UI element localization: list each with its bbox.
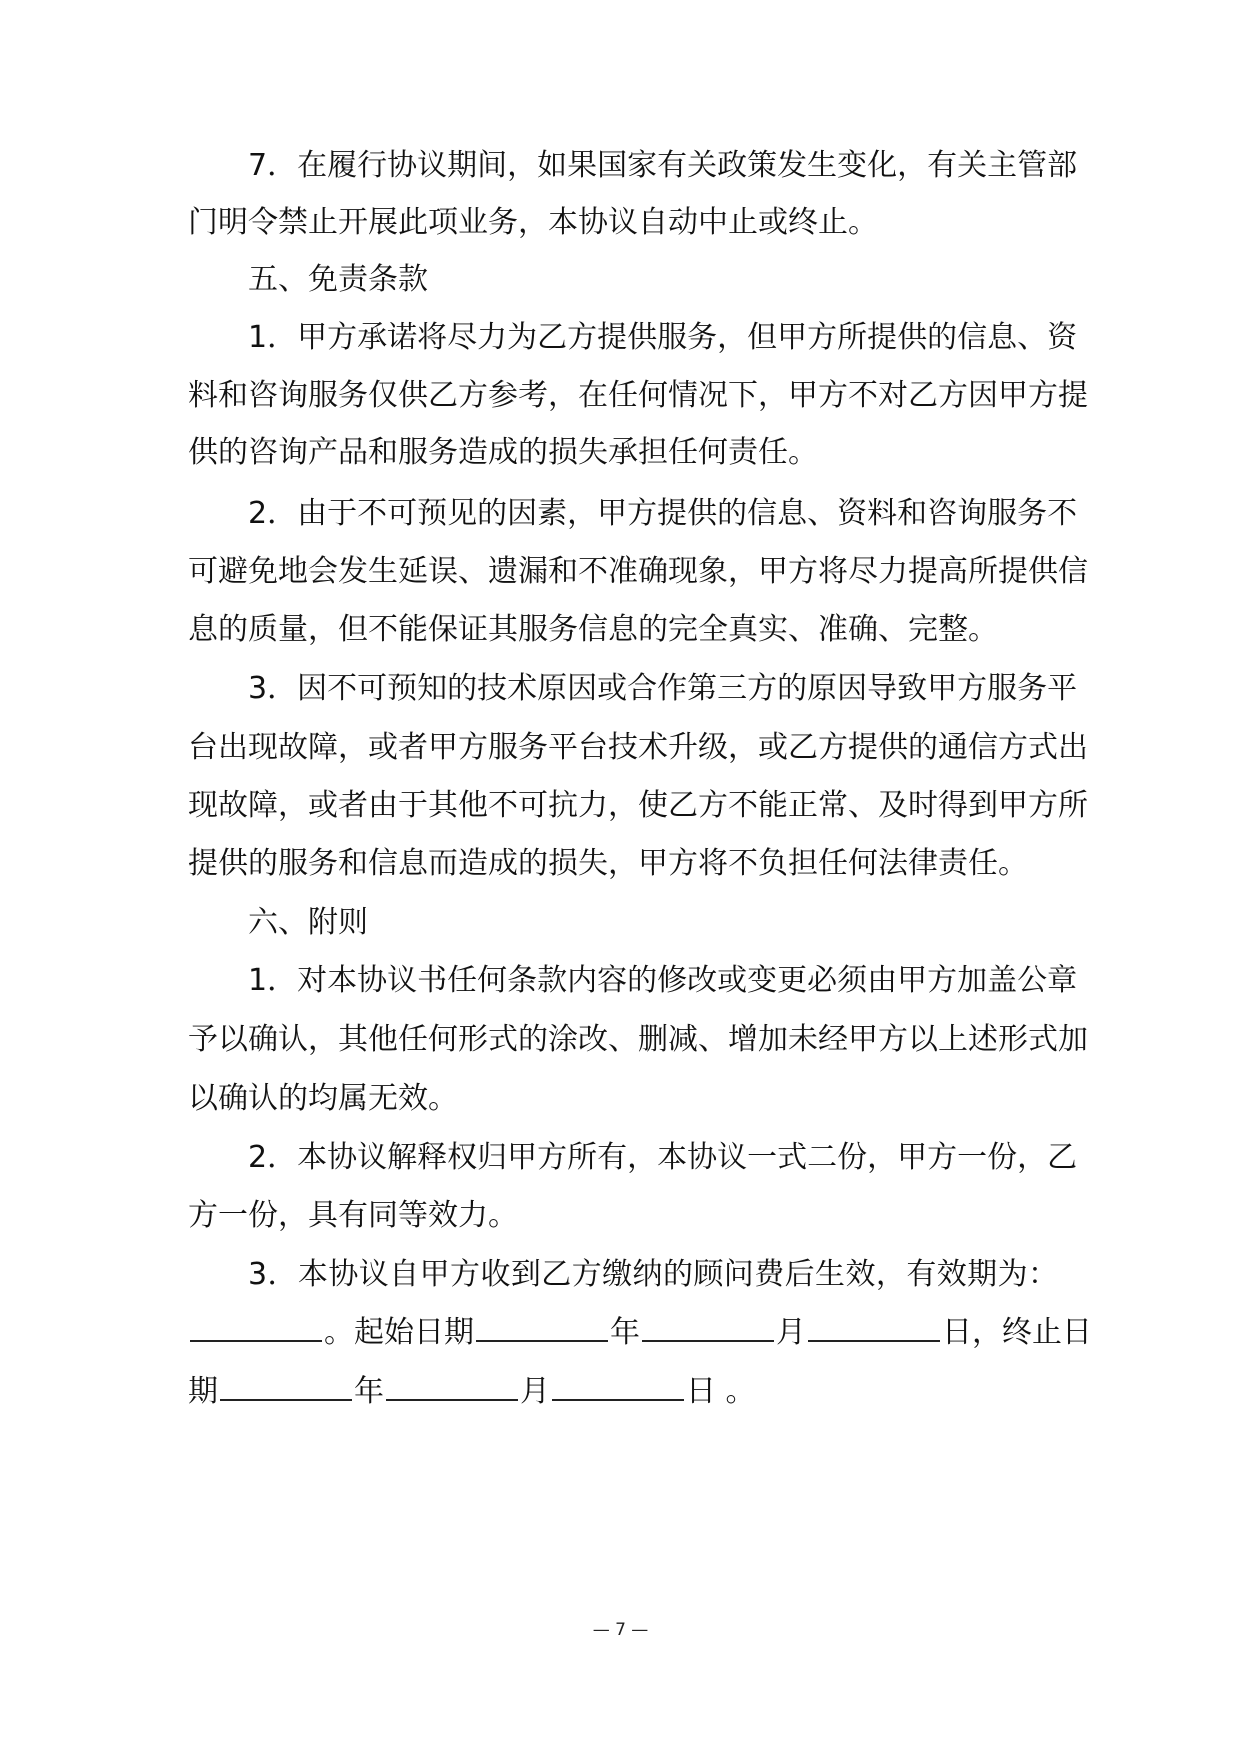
end-date-label: 日，终止日: [942, 1315, 1092, 1350]
disclaimer-2-line-3: 息的质量，但不能保证其服务信息的完全真实、准确、完整。: [188, 612, 998, 647]
disclaimer-3-line-4: 提供的服务和信息而造成的损失，甲方将不负担任何法律责任。: [188, 846, 1028, 881]
start-day-blank[interactable]: [808, 1304, 940, 1342]
section-heading-disclaimer: 五、免责条款: [248, 262, 428, 297]
section-heading-supplementary: 六、附则: [248, 905, 368, 940]
disclaimer-1-line-1: 1．甲方承诺将尽力为乙方提供服务，但甲方所提供的信息、资: [248, 320, 1078, 355]
start-date-label: 。起始日期: [324, 1315, 474, 1350]
start-year-label: 年: [610, 1315, 640, 1350]
supplementary-1-line-1: 1．对本协议书任何条款内容的修改或变更必须由甲方加盖公章: [248, 963, 1078, 998]
end-date-label-continued: 期: [188, 1374, 218, 1409]
validity-period-blank[interactable]: [190, 1304, 322, 1342]
end-month-label: 月: [520, 1374, 550, 1409]
validity-date-line-1: [188, 1301, 1092, 1365]
end-year-label: 年: [354, 1374, 384, 1409]
page-number: — 7 —: [592, 1620, 649, 1640]
end-day-label: 日 。: [686, 1374, 756, 1409]
supplementary-1-line-2: 予以确认，其他任何形式的涂改、删减、增加未经甲方以上述形式加: [188, 1022, 1088, 1057]
start-month-blank[interactable]: [642, 1304, 774, 1342]
end-month-blank[interactable]: [386, 1363, 518, 1401]
supplementary-2-line-1: 2．本协议解释权归甲方所有，本协议一式二份，甲方一份，乙: [248, 1140, 1078, 1175]
disclaimer-1-line-2: 料和咨询服务仅供乙方参考，在任何情况下，甲方不对乙方因甲方提: [188, 378, 1088, 413]
supplementary-3-line-1: 3．本协议自甲方收到乙方缴纳的顾问费后生效，有效期为：: [248, 1257, 1058, 1292]
disclaimer-3-line-2: 台出现故障，或者甲方服务平台技术升级，或乙方提供的通信方式出: [188, 730, 1088, 765]
disclaimer-2-line-2: 可避免地会发生延误、遗漏和不准确现象，甲方将尽力提高所提供信: [188, 554, 1088, 589]
end-year-blank[interactable]: [220, 1363, 352, 1401]
supplementary-1-line-3: 以确认的均属无效。: [188, 1081, 458, 1116]
start-year-blank[interactable]: [476, 1304, 608, 1342]
validity-date-line-2: [188, 1360, 1058, 1424]
clause-7-line-2: 门明令禁止开展此项业务，本协议自动中止或终止。: [188, 205, 878, 240]
start-month-label: 月: [776, 1315, 806, 1350]
supplementary-2-line-2: 方一份，具有同等效力。: [188, 1198, 518, 1233]
disclaimer-3-line-3: 现故障，或者由于其他不可抗力，使乙方不能正常、及时得到甲方所: [188, 788, 1088, 823]
disclaimer-3-line-1: 3．因不可预知的技术原因或合作第三方的原因导致甲方服务平: [248, 671, 1078, 706]
clause-7-line-1: 7．在履行协议期间，如果国家有关政策发生变化，有关主管部: [248, 148, 1078, 183]
disclaimer-2-line-1: 2．由于不可预见的因素，甲方提供的信息、资料和咨询服务不: [248, 496, 1078, 531]
disclaimer-1-line-3: 供的咨询产品和服务造成的损失承担任何责任。: [188, 435, 818, 470]
end-day-blank[interactable]: [552, 1363, 684, 1401]
